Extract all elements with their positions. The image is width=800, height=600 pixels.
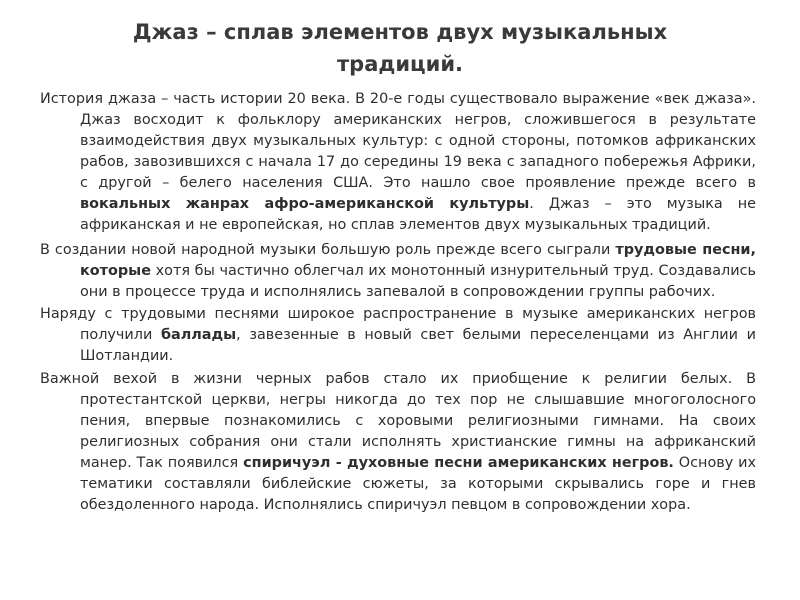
paragraph-text: Наряду с трудовыми песнями широкое распространение в музыке американских негров получили (40, 306, 756, 343)
paragraph-text: . Джаз – это музыка не африканская и не европейская, но сплав элементов двух музыкальных традиций. (80, 196, 756, 233)
paragraph-text: История джаза – часть истории 20 века. В 20-е годы существовало выражение «век джаза». Джаз восходит к фольклору американских негров, сложившегося в результате взаимодействия двух музыкальных культур: с одной стороны, потомков африканских рабов, завозившихся с начала 17 до середины 19 века с западного побережья Африки, с другой – белего населения США. Это нашло свое проявление прежде всего в (40, 91, 756, 191)
slide-title-line-1: Джаз – сплав элементов двух музыкальных (132, 20, 668, 44)
emphasis-spirituals: спиричуэл - духовные песни американских негров. (243, 455, 674, 471)
paragraph-work-songs (40, 240, 756, 303)
emphasis-ballads: баллады (160, 327, 237, 343)
paragraph-spirituals (40, 369, 756, 516)
paragraph-text: , завезенные в новый свет белыми переселенцами из Англии и Шотландии. (80, 327, 756, 364)
slide-title (60, 16, 740, 80)
paragraph-text: Важной вехой в жизни черных рабов стало их приобщение к религии белых. В протестантской церкви, негры никогда до тех пор не слышавшие многоголосного пения, впервые познакомились с хоровыми религиозными гимнами. На своих религиозных собрания они стали исполнять христианские гимны на африканский манер. Так появился (40, 371, 756, 471)
paragraph-text: хотя бы частично облегчал их монотонный изнурительный труд. Создавались они в процессе труда и исполнялись запевалой в сопровождении группы рабочих. (80, 263, 756, 300)
paragraph-jazz-history (40, 89, 756, 236)
emphasis-work-songs: трудовые песни, которые (80, 242, 756, 279)
paragraph-text: Основу их тематики составляли библейские сюжеты, за которыми скрывались горе и гнев обездоленного народа. Исполнялись спиричуэл певцом в сопровождении хора. (80, 455, 757, 513)
paragraph-ballads (40, 304, 756, 367)
slide-body (40, 89, 756, 516)
paragraph-text: В создании новой народной музыки большую роль прежде всего сыграли (40, 242, 616, 258)
slide-title-line-2: традиций. (336, 52, 464, 76)
emphasis-vocal-genres: вокальных жанрах афро-американской культуры (80, 196, 530, 212)
